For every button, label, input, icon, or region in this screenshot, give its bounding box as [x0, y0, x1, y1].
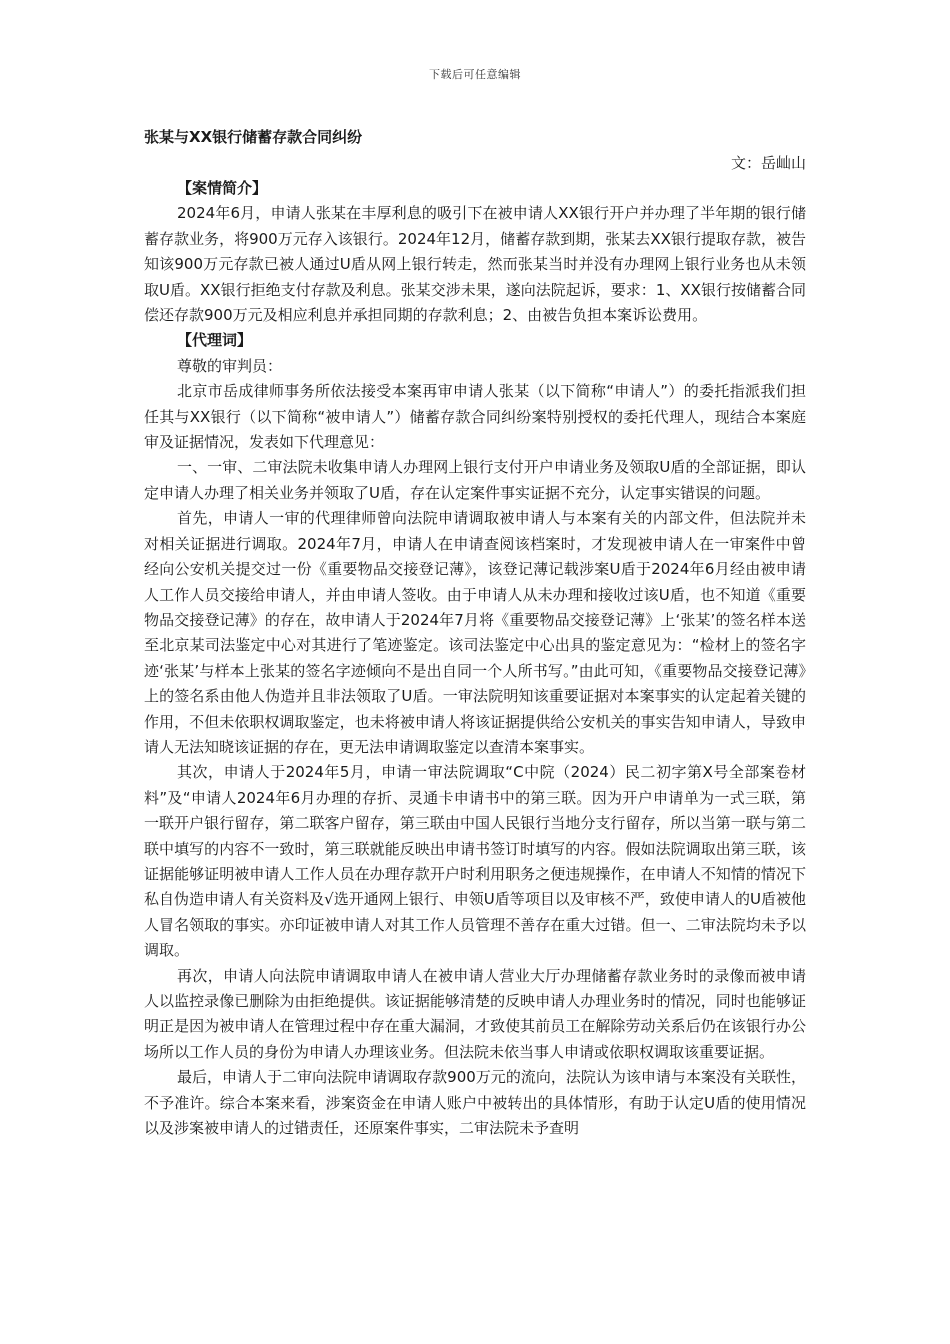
body-paragraph-3: 首先，申请人一审的代理律师曾向法院申请调取被申请人与本案有关的内部文件，但法院并未对相关证据进行调取。2024年7月，申请人在申请查阅该档案时，才发现被申请人在一审案件中曾经向公安机关提交过一份《重要物品交接登记薄》，该登记薄记载涉案U盾于2024年6月经由被申请人工作人员交接给申请人，并由申请人签收。由于申请人从未办理和接收过该U盾，也不知道《重要物品交接登记薄》的存在，故申请人于2024年7月将《重要物品交接登记薄》上‘张某’的签名样本送至北京某司法鉴定中心对其进行了笔迹鉴定。该司法鉴定中心出具的鉴定意见为：“检材上的签名字迹‘张某’与样本上张某的签名字迹倾向不是出自同一个人所书写。”由此可知，《重要物品交接登记薄》上的签名系由他人伪造并且非法领取了U盾。一审法院明知该重要证据对本案事实的认定起着关键的作用，不但未依职权调取鉴定，也未将被申请人将该证据提供给公安机关的事实告知申请人，导致申请人无法知晓该证据的存在，更无法申请调取鉴定以查清本案事实。 — [144, 509, 806, 756]
body-paragraph-5: 再次，申请人向法院申请调取申请人在被申请人营业大厅办理储蓄存款业务时的录像而被申请人以监控录像已删除为由拒绝提供。该证据能够清楚的反映申请人办理业务时的情况，同时也能够证明正是因为被申请人在管理过程中存在重大漏洞，才致使其前员工在解除劳动关系后仍在该银行办公场所以工作人员的身份为申请人办理该业务。但法院未依当事人申请或依职权调取该重要证据。 — [144, 966, 806, 1061]
document-body — [144, 124, 806, 1141]
greeting: 尊敬的审判员： — [177, 356, 283, 375]
body-paragraph-4: 其次，申请人于2024年5月，申请一审法院调取“C中院（2024）民二初字第X号全部案卷材料”及“申请人2024年6月办理的存折、灵通卡申请书中的第三联。因为开户申请单为一式三联，第一联开户银行留存，第二联客户留存，第三联由中国人民银行当地分支行留存，所以当第一联与第二联中填写的内容不一致时，第三联就能反映出申请书签订时填写的内容。假如法院调取出第三联，该证据能够证明被申请人工作人员在办理存款开户时利用职务之便违规操作，在申请人不知情的情况下私自伪造申请人有关资料及√选开通网上银行、申领U盾等项目以及审核不严，致使申请人的U盾被他人冒名领取的事实。亦印证被申请人对其工作人员管理不善存在重大过错。但一、二审法院均未予以调取。 — [144, 763, 806, 960]
agent-statement-heading: 【代理词】 — [177, 331, 253, 350]
case-summary-heading: 【案情简介】 — [177, 179, 268, 197]
case-summary-paragraph: 2024年6月，申请人张某在丰厚利息的吸引下在被申请人XX银行开户并办理了半年期的银行储蓄存款业务，将900万元存入该银行。2024年12月，储蓄存款到期，张某去XX银行提取存款，被告知该900万元存款已被人通过U盾从网上银行转走，然而张某当时并没有办理网上银行业务也从未领取U盾。XX银行拒绝支付存款及利息。张某交涉未果，遂向法院起诉，要求：1、XX银行按储蓄合同偿还存款900万元及相应利息并承担同期的存款利息；2、由被告负担本案诉讼费用。 — [144, 204, 806, 325]
body-paragraph-6: 最后，申请人于二审向法院申请调取存款900万元的流向，法院认为该申请与本案没有关联性，不予准许。综合本案来看，涉案资金在申请人账户中被转出的具体情形，有助于认定U盾的使用情况以及涉案被申请人的过错责任，还原案件事实，二审法院未予查明 — [144, 1068, 806, 1138]
page-header-note: 下载后可任意编辑 — [429, 68, 521, 81]
body-paragraph-1: 北京市岳成律师事务所依法接受本案再审申请人张某（以下简称“申请人”）的委托指派我们担任其与XX银行（以下简称“被申请人”）储蓄存款合同纠纷案特别授权的委托代理人，现结合本案庭审及证据情况，发表如下代理意见： — [144, 382, 806, 452]
document-author: 文：岳屾山 — [730, 154, 806, 172]
body-paragraph-2: 一、一审、二审法院未收集申请人办理网上银行支付开户申请业务及领取U盾的全部证据，即认定申请人办理了相关业务并领取了U盾，存在认定案件事实证据不充分，认定事实错误的问题。 — [144, 458, 806, 502]
document-title: 张某与XX银行储蓄存款合同纠纷 — [144, 128, 363, 146]
